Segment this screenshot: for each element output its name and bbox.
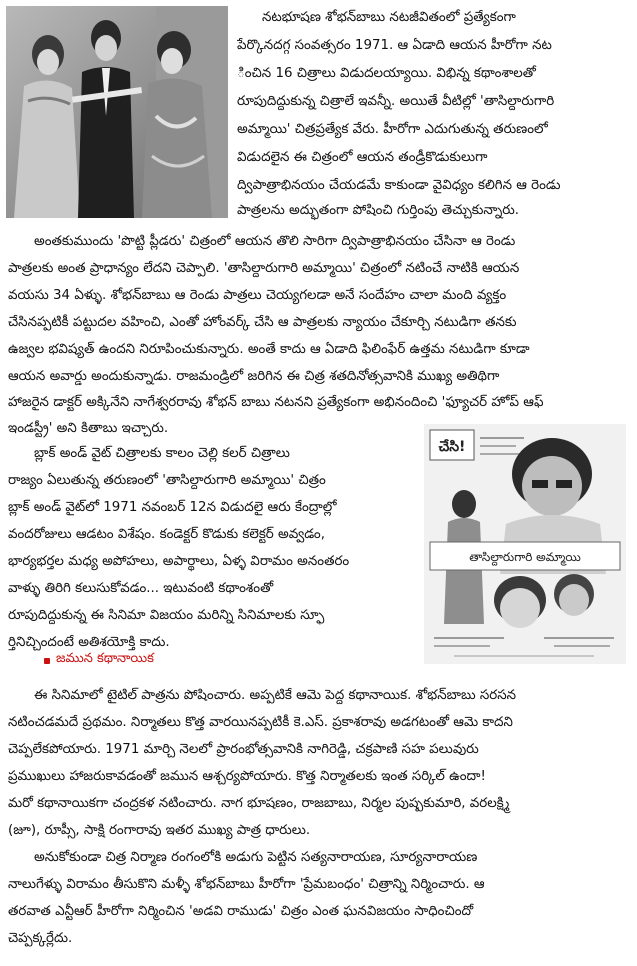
section-subheading: జమున కథానాయిక — [56, 651, 154, 666]
article-line: చెప్పలేకపోయారు. 1971 మార్చి నెలలో ప్రారంభోత్సవానికి నాగిరెడ్డి, చక్రపాణి సహ పలువురు — [8, 742, 479, 757]
article-line: మరో కథానాయికగా చంద్రకళ నటించారు. నాగ భూషణం, రాజబాబు, నిర్మల పుష్పకుమారి, వరలక్ష్మి — [8, 796, 510, 811]
article-line: వందరోజులు ఆడటం విశేషం. కండెక్టర్ కొడుకు కలెక్టర్ అవ్వడం, — [8, 527, 325, 542]
article-line: రూపుదిద్దుకున్న చిత్రాలే ఇవన్నీ. అయితే వీటిల్లో 'తాసిల్దారుగారి — [237, 94, 555, 109]
article-line: తరవాత ఎన్టీఆర్ హీరోగా నిర్మించిన 'అడవి రాముడు' చిత్రం ఎంత ఘనవిజయం సాధించిందో — [8, 904, 474, 919]
article-line: ఈ సినిమాలో టైటిల్ పాత్రను పోషించారు. అప్పటికే ఆమె పెద్ద కథానాయిక. శోభన్‌బాబు సరసన — [34, 688, 517, 703]
poster-title-top: చేసి! — [438, 439, 466, 455]
film-still-photo — [6, 6, 228, 218]
article-line: భార్యభర్తల మధ్య అపోహలు, అపార్థాలు, ఏళ్ళ విరామం అనంతరం — [8, 554, 350, 569]
article-line: (జూ), రూప్సీ, సాక్షి రంగారావు ఇతర ముఖ్య పాత్ర ధారులు. — [8, 823, 311, 838]
article-line: అమ్మాయి' చిత్రప్రత్యేక వేరు. హీరోగా ఎదుగుతున్న తరుణంలో — [237, 122, 548, 137]
article-line: అంతకుముందు 'పొట్టి ప్లీడరు' చిత్రంలో ఆయన తొలి సారిగా ద్విపాత్రాభినయం చేసినా ఆ రెండు — [34, 234, 516, 249]
article-line: నటించడమదే ప్రథమం. నిర్మాతలు కొత్త వారయినప్పటికీ కె.ఎస్. ప్రకాశరావు అడగటంతో ఆమె కాదని — [8, 715, 513, 730]
article-line: విడుదలైన ఈ చిత్రంలో ఆయన తండ్రీకొడుకులుగా — [237, 150, 488, 165]
article-line: రూపుదిద్దుకున్న ఈ సినిమా విజయం మరిన్ని సినిమాలకు స్ఫూ — [8, 608, 325, 623]
article-line: బ్లాక్ అండ్ వైట్‌లో 1971 నవంబర్ 12న విడుదలై ఆరు కేంద్రాల్లో — [8, 500, 337, 515]
article-line: అనుకోకుండా చిత్ర నిర్మాణ రంగంలోకి అడుగు పెట్టిన సత్యనారాయణ, సూర్యనారాయణ — [34, 850, 478, 865]
article-line: వయసు 34 ఏళ్ళు. శోభన్‌బాబు ఆ రెండు పాత్రలు చెయ్యగలడా అనే సందేహం చాలా మంది వ్యక్తం — [8, 288, 507, 303]
article-line: నటభూషణ శోభన్‌బాబు నటజీవితంలో ప్రత్యేకంగా — [262, 10, 516, 25]
article-line: చెప్పక్కర్లేదు. — [8, 931, 73, 946]
article-line: చేసినప్పటికీ పట్టుదల వహించి, ఎంతో హోంవర్క్ చేసి ఆ పాత్రలకు న్యాయం చేకూర్చి నటుడిగా తనకు — [8, 315, 517, 330]
article-line: ర్తినిచ్చిందంటే అతిశయోక్తి కాదు. — [8, 635, 170, 650]
poster-illustration — [424, 424, 626, 664]
article-line: బ్లాక్ అండ్ వైట్ చిత్రాలకు కాలం చెల్లి కలర్ చిత్రాలు — [34, 446, 290, 461]
red-bullet-dot — [44, 658, 50, 664]
article-line: ఉజ్వల భవిష్యత్ ఉందని నిరూపించుకున్నారు. అంతే కాదు ఆ ఏడాది ఫిలింఫేర్ ఉత్తమ నటుడిగా కూడా — [8, 342, 530, 357]
poster-title-main: తాసిల్దారుగారి అమ్మాయి — [469, 550, 581, 564]
article-line: ద్విపాత్రాభినయం చేయడమే కాకుండా వైవిధ్యం కలిగిన ఆ రెండు — [237, 178, 561, 193]
film-still-illustration — [6, 6, 228, 218]
article-line: నాలుగేళ్ళు విరామం తీసుకొని మళ్ళీ శోభన్‌బాబు హీరోగా 'ప్రేమబంధం' చిత్రాన్ని నిర్మించారు. ఆ — [8, 877, 485, 892]
article-line: హాజరైన డాక్టర్ అక్కినేని నాగేశ్వరరావు శోభన్ బాబు నటనని ప్రత్యేకంగా అభినందించి 'ఫ్యూచర్ హోప్ ఆఫ్ — [8, 395, 544, 410]
article-line: ఆయన అవార్డు అందుకున్నాడు. రాజమండ్రిలో జరిగిన ఈ చిత్ర శతదినోత్సవానికి ముఖ్య అతిథిగా — [8, 369, 500, 384]
article-line: రాజ్యం ఏలుతున్న తరుణంలో 'తాసిల్దారుగారి అమ్మాయి' చిత్రం — [8, 473, 326, 488]
article-line: పాత్రలకు అంత ప్రాధాన్యం లేదని చెప్పాలి. 'తాసిల్దారుగారి అమ్మాయి' చిత్రంలో నటించే నాటికి ఆయన — [8, 261, 520, 276]
article-line: ప్రముఖులు హాజరుకావడంతో జమున ఆశ్చర్యపోయారు. కొత్త నిర్మాతలకు ఇంత సర్కిల్ ఉందా! — [8, 769, 486, 784]
article-line: వాళ్ళు తిరిగి కలుసుకోవడం... ఇటువంటి కథాంశంతో — [8, 581, 274, 596]
article-line: ఇండస్ట్రీ' అని కితాబు ఇచ్చారు. — [8, 421, 169, 436]
film-poster — [424, 424, 626, 664]
article-line: పేర్కొనదగ్గ సంవత్సరం 1971. ఆ ఏడాది ఆయన హీరోగా నట — [237, 38, 552, 53]
article-line: ించిన 16 చిత్రాలు విడుదలయ్యాయి. విభిన్న కథాంశాలతో — [237, 66, 536, 81]
article-line: పాత్రలను అద్భుతంగా పోషించి గుర్తింపు తెచ్చుకున్నారు. — [237, 203, 520, 218]
